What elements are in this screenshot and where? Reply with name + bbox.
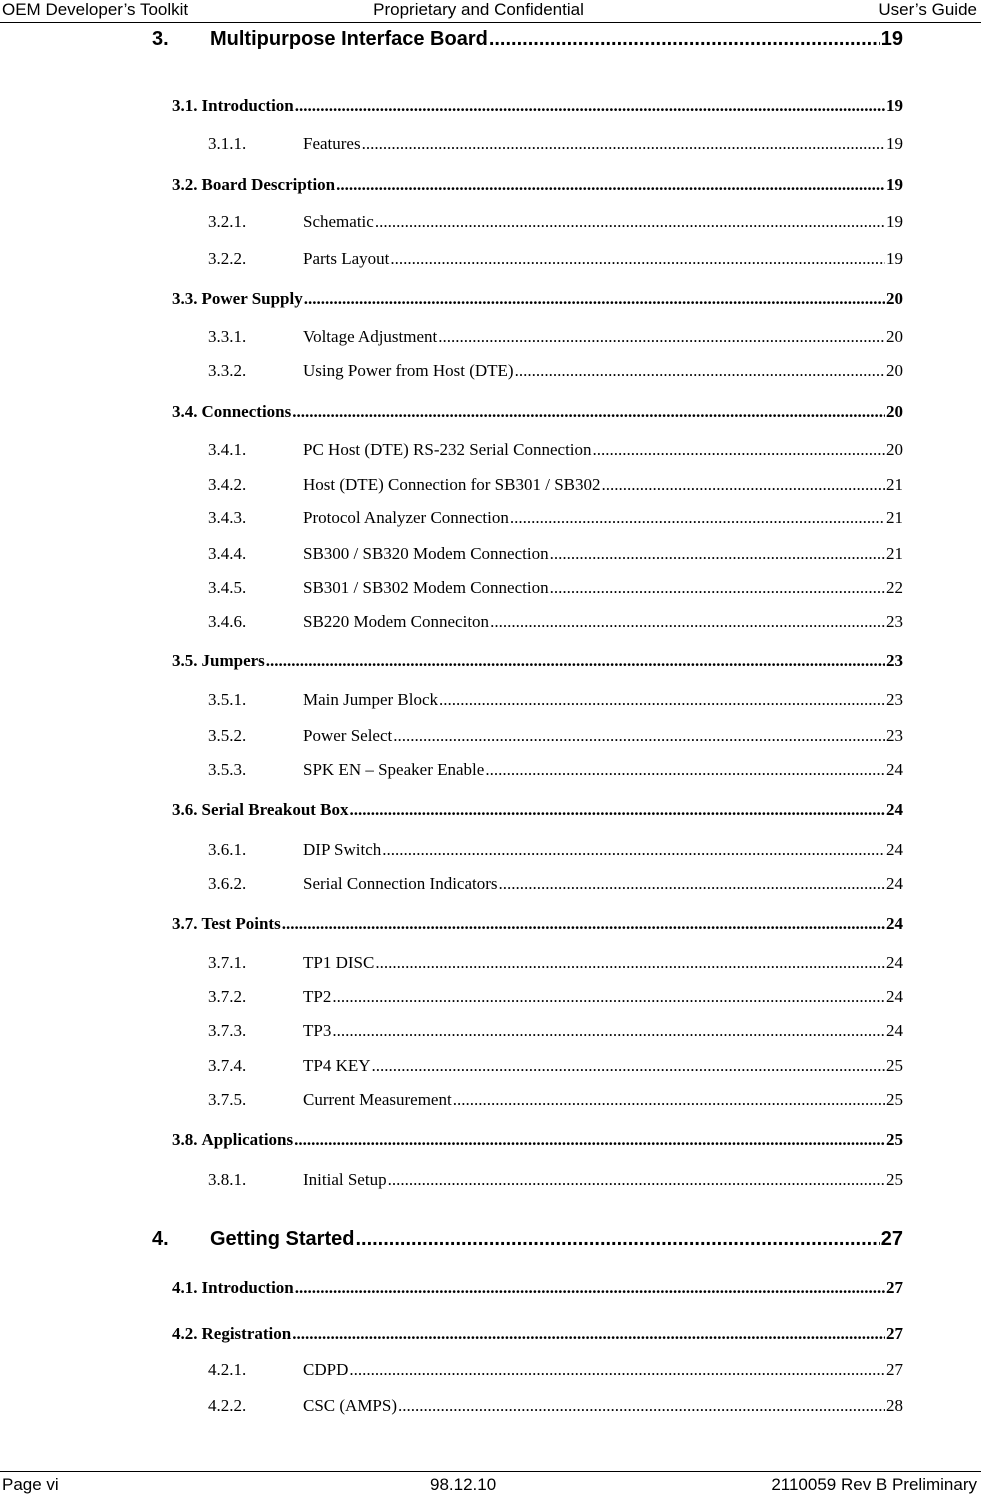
toc-entry[interactable] bbox=[208, 578, 903, 598]
toc-entry-number: 3.7.2. bbox=[208, 987, 247, 1006]
toc-entry-number: 3.7. bbox=[172, 914, 198, 933]
toc-dot-leader bbox=[489, 28, 880, 51]
toc-entry-title: SPK EN – Speaker Enable bbox=[303, 760, 485, 779]
toc-entry-title: Main Jumper Block bbox=[303, 690, 439, 709]
toc-entry-number: 3.6. bbox=[172, 800, 198, 819]
toc-entry-number: 3.2. bbox=[172, 175, 198, 194]
toc-dot-leader bbox=[332, 987, 885, 1007]
toc-entry-number: 3.4.3. bbox=[208, 508, 247, 527]
toc-dot-leader bbox=[266, 651, 885, 671]
toc-dot-leader bbox=[375, 212, 885, 232]
toc-entry-number: 4.2.2. bbox=[208, 1396, 247, 1415]
toc-entry[interactable] bbox=[208, 475, 903, 495]
toc-entry-title: SB300 / SB320 Modem Connection bbox=[303, 544, 549, 563]
toc-dot-leader bbox=[439, 690, 885, 710]
toc-entry-page-number: 24 bbox=[886, 1021, 903, 1040]
toc-entry[interactable] bbox=[152, 1228, 903, 1251]
toc-entry[interactable] bbox=[152, 28, 903, 51]
toc-entry-title: SB301 / SB302 Modem Connection bbox=[303, 578, 549, 597]
toc-entry[interactable] bbox=[172, 800, 903, 820]
page-footer bbox=[0, 1471, 981, 1498]
toc-entry-title: SB220 Modem Conneciton bbox=[303, 612, 490, 631]
toc-entry[interactable] bbox=[208, 361, 903, 381]
toc-dot-leader bbox=[453, 1090, 885, 1110]
toc-entry-page-number: 23 bbox=[886, 726, 903, 745]
toc-entry-page-number: 27 bbox=[886, 1324, 903, 1343]
toc-entry-number: 4. bbox=[152, 1228, 169, 1250]
toc-entry-number: 3.7.4. bbox=[208, 1056, 247, 1075]
toc-dot-leader bbox=[362, 134, 885, 154]
toc-entry[interactable] bbox=[172, 1278, 903, 1298]
toc-entry-title: DIP Switch bbox=[303, 840, 382, 859]
toc-entry[interactable] bbox=[172, 402, 903, 422]
toc-entry[interactable] bbox=[208, 1360, 903, 1380]
toc-entry-number: 3. bbox=[152, 28, 169, 50]
toc-entry-number: 3.3.2. bbox=[208, 361, 247, 380]
toc-entry[interactable] bbox=[208, 1396, 903, 1416]
toc-entry-number: 3.4. bbox=[172, 402, 198, 421]
toc-entry[interactable] bbox=[208, 1021, 903, 1041]
toc-entry[interactable] bbox=[172, 289, 903, 309]
toc-entry-page-number: 23 bbox=[886, 690, 903, 709]
toc-entry-page-number: 19 bbox=[886, 96, 903, 115]
toc-entry-number: 3.4.5. bbox=[208, 578, 247, 597]
toc-entry-page-number: 27 bbox=[886, 1360, 903, 1379]
toc-entry[interactable] bbox=[172, 1324, 903, 1344]
toc-entry-title: Initial Setup bbox=[303, 1170, 387, 1189]
toc-entry[interactable] bbox=[208, 508, 903, 528]
toc-entry-title: Parts Layout bbox=[303, 249, 390, 268]
toc-entry[interactable] bbox=[208, 874, 903, 894]
toc-dot-leader bbox=[485, 760, 885, 780]
toc-entry-title: Connections bbox=[201, 402, 292, 421]
toc-entry-title: TP1 DISC bbox=[303, 953, 375, 972]
toc-entry-page-number: 23 bbox=[886, 612, 903, 631]
toc-dot-leader bbox=[349, 1360, 885, 1380]
toc-entry-title: Applications bbox=[201, 1130, 294, 1149]
toc-entry-title: CDPD bbox=[303, 1360, 349, 1379]
toc-dot-leader bbox=[375, 953, 885, 973]
toc-entry-number: 4.2. bbox=[172, 1324, 198, 1343]
toc-entry-number: 3.5.1. bbox=[208, 690, 247, 709]
toc-entry-number: 3.5.3. bbox=[208, 760, 247, 779]
toc-entry[interactable] bbox=[172, 1130, 903, 1150]
toc-entry-number: 3.4.6. bbox=[208, 612, 247, 631]
toc-entry[interactable] bbox=[208, 953, 903, 973]
toc-entry-page-number: 19 bbox=[886, 212, 903, 231]
footer-date: 98.12.10 bbox=[430, 1475, 497, 1494]
toc-entry-title: TP4 KEY bbox=[303, 1056, 371, 1075]
toc-entry[interactable] bbox=[208, 840, 903, 860]
toc-entry-title: CSC (AMPS) bbox=[303, 1396, 398, 1415]
toc-entry[interactable] bbox=[208, 612, 903, 632]
toc-entry-title: Registration bbox=[201, 1324, 292, 1343]
toc-entry-page-number: 20 bbox=[886, 440, 903, 459]
toc-entry-number: 3.6.1. bbox=[208, 840, 247, 859]
toc-entry[interactable] bbox=[208, 327, 903, 347]
toc-entry[interactable] bbox=[208, 1170, 903, 1190]
toc-entry-title: Power Supply bbox=[201, 289, 303, 308]
toc-entry-title: Voltage Adjustment bbox=[303, 327, 438, 346]
toc-entry-page-number: 21 bbox=[886, 544, 903, 563]
toc-dot-leader bbox=[304, 289, 885, 309]
toc-entry-title: Current Measurement bbox=[303, 1090, 452, 1109]
toc-entry-number: 4.2.1. bbox=[208, 1360, 247, 1379]
toc-entry-title: Introduction bbox=[201, 96, 294, 115]
toc-entry-page-number: 20 bbox=[886, 402, 903, 421]
toc-entry[interactable] bbox=[208, 690, 903, 710]
toc-entry-page-number: 20 bbox=[886, 361, 903, 380]
toc-entry[interactable] bbox=[208, 726, 903, 746]
toc-entry-number: 3.5.2. bbox=[208, 726, 247, 745]
toc-entry-title: Board Description bbox=[201, 175, 336, 194]
toc-entry-page-number: 20 bbox=[886, 289, 903, 308]
toc-entry-number: 3.2.2. bbox=[208, 249, 247, 268]
toc-entry-page-number: 24 bbox=[886, 874, 903, 893]
toc-entry[interactable] bbox=[208, 134, 903, 154]
toc-entry-page-number: 28 bbox=[886, 1396, 903, 1415]
toc-entry-page-number: 20 bbox=[886, 327, 903, 346]
toc-entry-page-number: 19 bbox=[880, 28, 903, 50]
toc-entry-page-number: 19 bbox=[886, 175, 903, 194]
toc-entry-page-number: 24 bbox=[886, 840, 903, 859]
toc-entry-title: TP3 bbox=[303, 1021, 332, 1040]
toc-entry-page-number: 24 bbox=[886, 987, 903, 1006]
toc-entry-page-number: 19 bbox=[886, 134, 903, 153]
toc-entry-number: 3.4.1. bbox=[208, 440, 247, 459]
toc-dot-leader bbox=[398, 1396, 885, 1416]
toc-dot-leader bbox=[355, 1228, 879, 1251]
toc-entry-page-number: 23 bbox=[886, 651, 903, 670]
toc-entry-page-number: 24 bbox=[886, 760, 903, 779]
toc-entry-page-number: 25 bbox=[886, 1056, 903, 1075]
toc-entry[interactable] bbox=[172, 96, 903, 116]
toc-entry-number: 3.7.3. bbox=[208, 1021, 247, 1040]
toc-entry-page-number: 24 bbox=[886, 953, 903, 972]
toc-entry-title: Introduction bbox=[201, 1278, 294, 1297]
toc-entry[interactable] bbox=[208, 440, 903, 460]
toc-entry-number: 3.2.1. bbox=[208, 212, 247, 231]
toc-entry-title: Schematic bbox=[303, 212, 374, 231]
toc-entry-number: 3.4.2. bbox=[208, 475, 247, 494]
toc-entry-number: 3.3.1. bbox=[208, 327, 247, 346]
toc-entry-number: 3.8.1. bbox=[208, 1170, 247, 1189]
toc-entry-title: Serial Breakout Box bbox=[201, 800, 349, 819]
footer-document-id: 2110059 Rev B Preliminary bbox=[771, 1475, 977, 1494]
toc-entry-title: Multipurpose Interface Board bbox=[210, 28, 488, 50]
toc-entry[interactable] bbox=[208, 760, 903, 780]
toc-entry-page-number: 25 bbox=[886, 1170, 903, 1189]
toc-entry-title: Features bbox=[303, 134, 361, 153]
toc-entry-title: Jumpers bbox=[201, 651, 265, 670]
toc-entry-title: TP2 bbox=[303, 987, 332, 1006]
toc-entry[interactable] bbox=[208, 249, 903, 269]
toc-dot-leader bbox=[490, 612, 885, 632]
toc-entry-number: 3.6.2. bbox=[208, 874, 247, 893]
toc-entry-number: 3.8. bbox=[172, 1130, 198, 1149]
toc-entry-page-number: 21 bbox=[886, 475, 903, 494]
toc-dot-leader bbox=[593, 440, 885, 460]
toc-dot-leader bbox=[350, 800, 885, 820]
toc-dot-leader bbox=[510, 508, 885, 528]
toc-entry-number: 3.4.4. bbox=[208, 544, 247, 563]
toc-dot-leader bbox=[292, 402, 885, 422]
footer-page-number: Page vi bbox=[2, 1475, 59, 1494]
toc-entry-number: 3.1.1. bbox=[208, 134, 247, 153]
toc-entry-page-number: 24 bbox=[886, 800, 903, 819]
toc-entry-page-number: 27 bbox=[886, 1278, 903, 1297]
toc-dot-leader bbox=[602, 475, 886, 495]
toc-dot-leader bbox=[382, 840, 885, 860]
toc-dot-leader bbox=[332, 1021, 885, 1041]
toc-entry-page-number: 27 bbox=[880, 1228, 903, 1250]
toc-entry-page-number: 24 bbox=[886, 914, 903, 933]
toc-entry-page-number: 25 bbox=[886, 1090, 903, 1109]
toc-entry[interactable] bbox=[208, 987, 903, 1007]
header-center-text: Proprietary and Confidential bbox=[373, 0, 584, 19]
toc-dot-leader bbox=[295, 1278, 885, 1298]
toc-entry[interactable] bbox=[172, 175, 903, 195]
toc-dot-leader bbox=[292, 1324, 885, 1344]
toc-entry-number: 3.5. bbox=[172, 651, 198, 670]
toc-dot-leader bbox=[282, 914, 885, 934]
toc-dot-leader bbox=[550, 544, 885, 564]
toc-entry-title: Host (DTE) Connection for SB301 / SB302 bbox=[303, 475, 601, 494]
toc-entry-title: Protocol Analyzer Connection bbox=[303, 508, 509, 527]
header-right-text: User’s Guide bbox=[878, 0, 977, 19]
toc-dot-leader bbox=[336, 175, 885, 195]
toc-dot-leader bbox=[295, 96, 885, 116]
toc-entry-number: 3.7.1. bbox=[208, 953, 247, 972]
toc-entry-title: Serial Connection Indicators bbox=[303, 874, 498, 893]
toc-entry-number: 3.3. bbox=[172, 289, 198, 308]
toc-entry-number: 3.7.5. bbox=[208, 1090, 247, 1109]
toc-entry-page-number: 21 bbox=[886, 508, 903, 527]
toc-dot-leader bbox=[550, 578, 885, 598]
toc-dot-leader bbox=[294, 1130, 885, 1150]
toc-entry-title: Getting Started bbox=[210, 1228, 355, 1250]
toc-entry-page-number: 22 bbox=[886, 578, 903, 597]
toc-entry-page-number: 19 bbox=[886, 249, 903, 268]
toc-entry[interactable] bbox=[208, 1090, 903, 1110]
toc-dot-leader bbox=[515, 361, 885, 381]
toc-entry-number: 4.1. bbox=[172, 1278, 198, 1297]
toc-dot-leader bbox=[390, 249, 885, 269]
toc-dot-leader bbox=[372, 1056, 885, 1076]
toc-entry-title: Power Select bbox=[303, 726, 393, 745]
header-left-text: OEM Developer’s Toolkit bbox=[2, 0, 189, 19]
toc-dot-leader bbox=[438, 327, 885, 347]
toc-entry[interactable] bbox=[208, 212, 903, 232]
toc-entry-number: 3.1. bbox=[172, 96, 198, 115]
toc-entry[interactable] bbox=[172, 651, 903, 671]
toc-entry-page-number: 25 bbox=[886, 1130, 903, 1149]
toc-entry[interactable] bbox=[172, 914, 903, 934]
toc-entry-title: PC Host (DTE) RS-232 Serial Connection bbox=[303, 440, 592, 459]
toc-entry-title: Test Points bbox=[201, 914, 281, 933]
toc-entry[interactable] bbox=[208, 1056, 903, 1076]
toc-entry-title: Using Power from Host (DTE) bbox=[303, 361, 514, 380]
toc-entry[interactable] bbox=[208, 544, 903, 564]
toc-dot-leader bbox=[388, 1170, 885, 1190]
toc-dot-leader bbox=[393, 726, 885, 746]
toc-dot-leader bbox=[499, 874, 885, 894]
